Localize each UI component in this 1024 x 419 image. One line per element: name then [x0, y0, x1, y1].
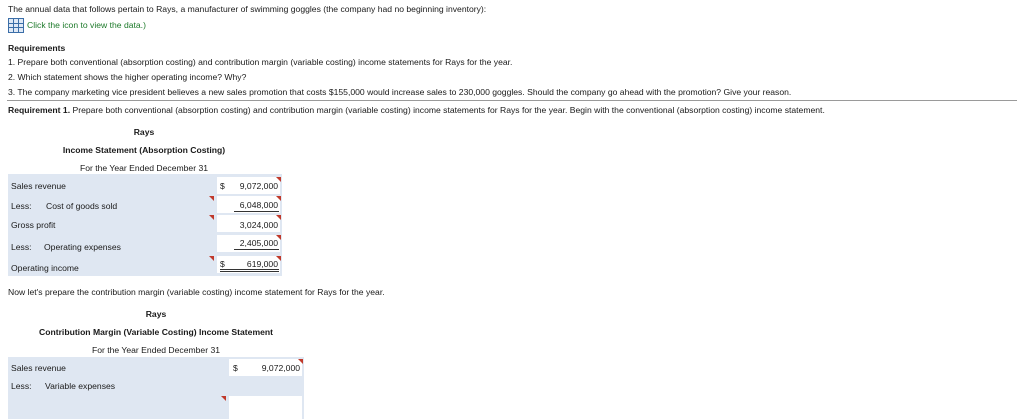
absorption-title: Income Statement (Absorption Costing) [62, 145, 226, 155]
requirement-1-prompt [8, 105, 825, 115]
absorption-row-label: Cost of goods sold [46, 201, 118, 211]
dollar-sign: $ [220, 181, 225, 191]
absorption-row-less: Less: [11, 201, 32, 211]
transition-text: Now let's prepare the contribution margin (variable costing) income statement for Rays for the year. [8, 287, 385, 297]
requirement-1-label: Requirement 1. [8, 105, 71, 115]
total-line [220, 269, 279, 270]
absorption-period: For the Year Ended December 31 [79, 163, 209, 173]
absorption-row-label: Operating income [11, 263, 79, 273]
answer-flag-icon [276, 215, 281, 220]
requirements-heading: Requirements [8, 43, 66, 53]
contribution-row-label: Variable expenses [45, 381, 116, 391]
answer-flag-icon [276, 177, 281, 182]
absorption-company: Rays [133, 127, 155, 137]
total-line [220, 271, 279, 272]
subtotal-line [234, 211, 279, 212]
absorption-row-value: 619,000 [246, 259, 278, 269]
answer-flag-icon [298, 359, 303, 364]
answer-flag-icon [209, 256, 214, 261]
answer-flag-icon [276, 235, 281, 240]
dollar-sign: $ [220, 259, 225, 269]
contribution-row-value: 9,072,000 [261, 363, 300, 373]
intro-text: The annual data that follows pertain to Rays, a manufacturer of swimming goggles (the company had no beginning inventory): [8, 4, 487, 14]
contribution-row-label: Sales revenue [11, 363, 66, 373]
requirement-item-3: 3. The company marketing vice president believes a new sales promotion that costs $155,000 would increase sales to 230,000 goggles. Should the company go ahead with the promotion? Give your reason. [8, 87, 792, 97]
requirement-item-1: 1. Prepare both conventional (absorption costing) and contribution margin (variable costing) income statements for Rays for the year. [8, 57, 513, 67]
subtotal-line [234, 249, 279, 250]
absorption-row-label: Gross profit [11, 220, 56, 230]
dollar-sign: $ [233, 363, 238, 373]
answer-flag-icon [209, 215, 214, 220]
data-table-icon[interactable] [8, 18, 24, 33]
contribution-period: For the Year Ended December 31 [91, 345, 221, 355]
absorption-row-less: Less: [11, 242, 32, 252]
divider [7, 100, 1017, 101]
answer-flag-icon [221, 396, 226, 401]
absorption-row-label: Sales revenue [11, 181, 66, 191]
absorption-row-label: Operating expenses [44, 242, 121, 252]
absorption-row-value: 3,024,000 [239, 220, 278, 230]
contribution-company: Rays [145, 309, 167, 319]
absorption-row-value: 2,405,000 [239, 238, 278, 248]
view-data-link[interactable]: Click the icon to view the data.) [27, 20, 146, 30]
absorption-row-value: 6,048,000 [239, 200, 278, 210]
answer-flag-icon [276, 256, 281, 261]
requirement-item-2: 2. Which statement shows the higher operating income? Why? [8, 72, 247, 82]
contribution-value-cell[interactable] [229, 396, 302, 419]
contribution-row-less: Less: [11, 381, 32, 391]
contribution-title: Contribution Margin (Variable Costing) Income Statement [39, 327, 273, 337]
answer-flag-icon [276, 196, 281, 201]
absorption-row-value: 9,072,000 [239, 181, 278, 191]
answer-flag-icon [209, 196, 214, 201]
requirement-1-text: Prepare both conventional (absorption costing) and contribution margin (variable costing) income statements for Rays for the year. Begin with the conventional (absorption costing) income statement. [70, 105, 825, 115]
